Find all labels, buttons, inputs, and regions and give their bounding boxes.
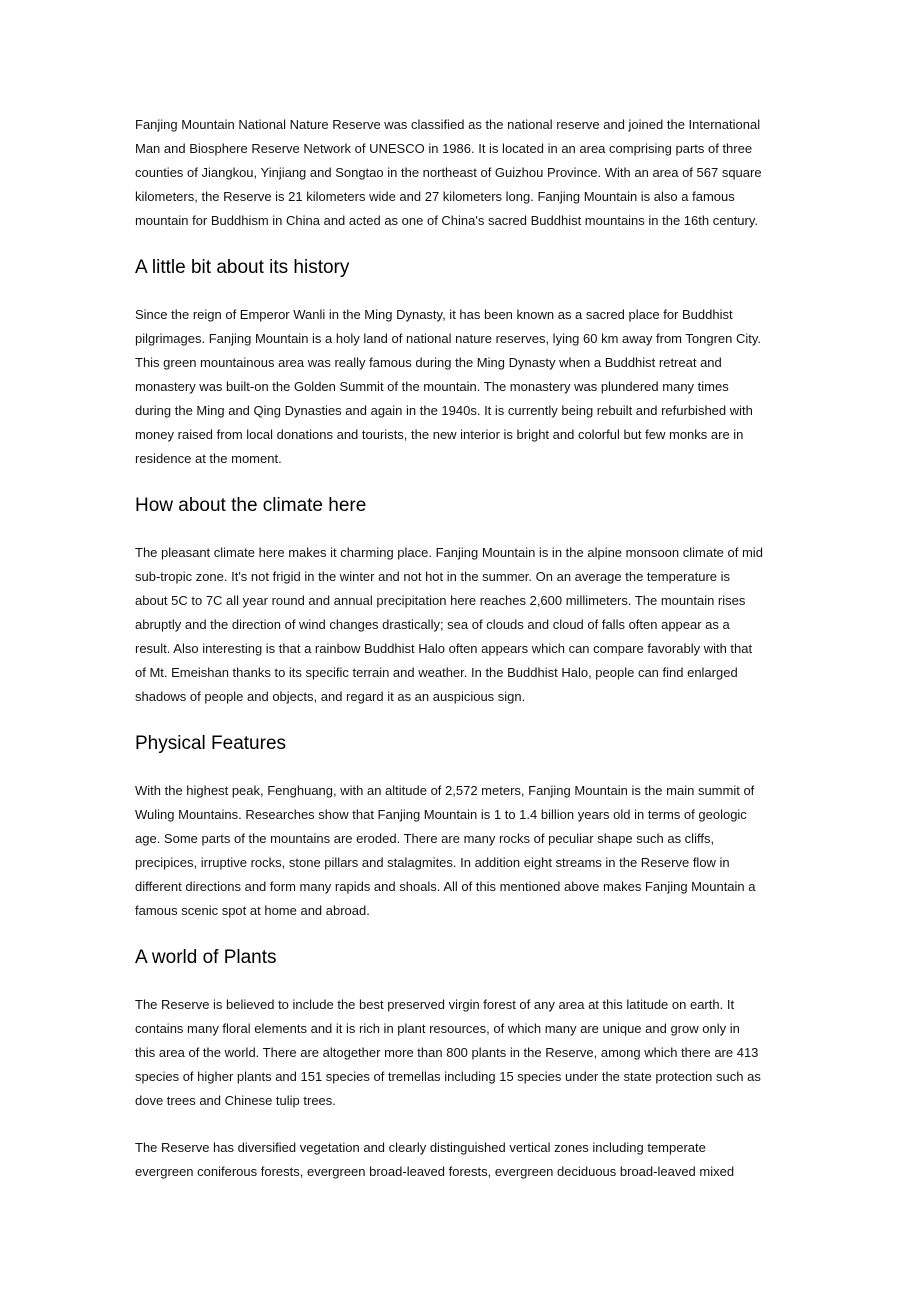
climate-paragraph: The pleasant climate here makes it charming place. Fanjing Mountain is in the alpine monsoon climate of mid sub-tropic zone. It's not frigid in the winter and not hot in the summer. On an average the temperature is about 5C to 7C all year round and annual precipitation here reaches 2,600 millimeters. The mountain rises abruptly and the direction of wind changes drastically; sea of clouds and cloud of falls often appear as a result. Also interesting is that a rainbow Buddhist Halo often appears which can compare favorably with that of Mt. Emeishan thanks to its specific terrain and weather. In the Buddhist Halo, people can find enlarged shadows of people and objects, and regard it as an auspicious sign. <box>135 545 763 704</box>
plants-paragraph-2: The Reserve has diversified vegetation and clearly distinguished vertical zones including temperate evergreen coniferous forests, evergreen broad-leaved forests, evergreen deciduous broad-leaved mixed <box>135 1140 735 1179</box>
section-heading-plants: A world of Plants <box>135 947 277 968</box>
section-physical-features <box>135 732 763 923</box>
section-heading-physical-features: Physical Features <box>135 733 287 754</box>
plants-paragraph-1: The Reserve is believed to include the best preserved virgin forest of any area at this latitude on earth. It contains many floral elements and it is rich in plant resources, of which many are unique and grow only in this area of the world. There are altogether more than 800 plants in the Reserve, among which there are 413 species of higher plants and 151 species of tremellas including 15 species under the state protection such as dove trees and Chinese tulip trees. <box>135 997 761 1108</box>
section-climate <box>135 494 763 709</box>
document-page <box>135 113 763 1184</box>
intro-paragraph: Fanjing Mountain National Nature Reserve was classified as the national reserve and joined the International Man and Biosphere Reserve Network of UNESCO in 1986. It is located in an area comprising parts of three counties of Jiangkou, Yinjiang and Songtao in the northeast of Guizhou Province. With an area of 567 square kilometers, the Reserve is 21 kilometers wide and 27 kilometers long. Fanjing Mountain is also a famous mountain for Buddhism in China and acted as one of China's sacred Buddhist mountains in the 16th century. <box>135 117 762 228</box>
section-heading-history: A little bit about its history <box>135 257 350 278</box>
physical-features-paragraph: With the highest peak, Fenghuang, with an altitude of 2,572 meters, Fanjing Mountain is the main summit of Wuling Mountains. Researches show that Fanjing Mountain is 1 to 1.4 billion years old in terms of geologic age. Some parts of the mountains are eroded. There are many rocks of peculiar shape such as cliffs, precipices, irruptive rocks, stone pillars and stalagmites. In addition eight streams in the Reserve flow in different directions and form many rapids and shoals. All of this mentioned above makes Fanjing Mountain a famous scenic spot at home and abroad. <box>135 783 756 918</box>
history-paragraph: Since the reign of Emperor Wanli in the Ming Dynasty, it has been known as a sacred place for Buddhist pilgrimages. Fanjing Mountain is a holy land of national nature reserves, lying 60 km away from Tongren City. This green mountainous area was really famous during the Ming Dynasty when a Buddhist retreat and monastery was built-on the Golden Summit of the mountain. The monastery was plundered many times during the Ming and Qing Dynasties and again in the 1940s. It is currently being rebuilt and refurbished with money raised from local donations and tourists, the new interior is bright and colorful but few monks are in residence at the moment. <box>135 307 761 466</box>
section-heading-climate: How about the climate here <box>135 495 367 516</box>
section-history <box>135 256 763 471</box>
section-plants <box>135 946 763 1184</box>
